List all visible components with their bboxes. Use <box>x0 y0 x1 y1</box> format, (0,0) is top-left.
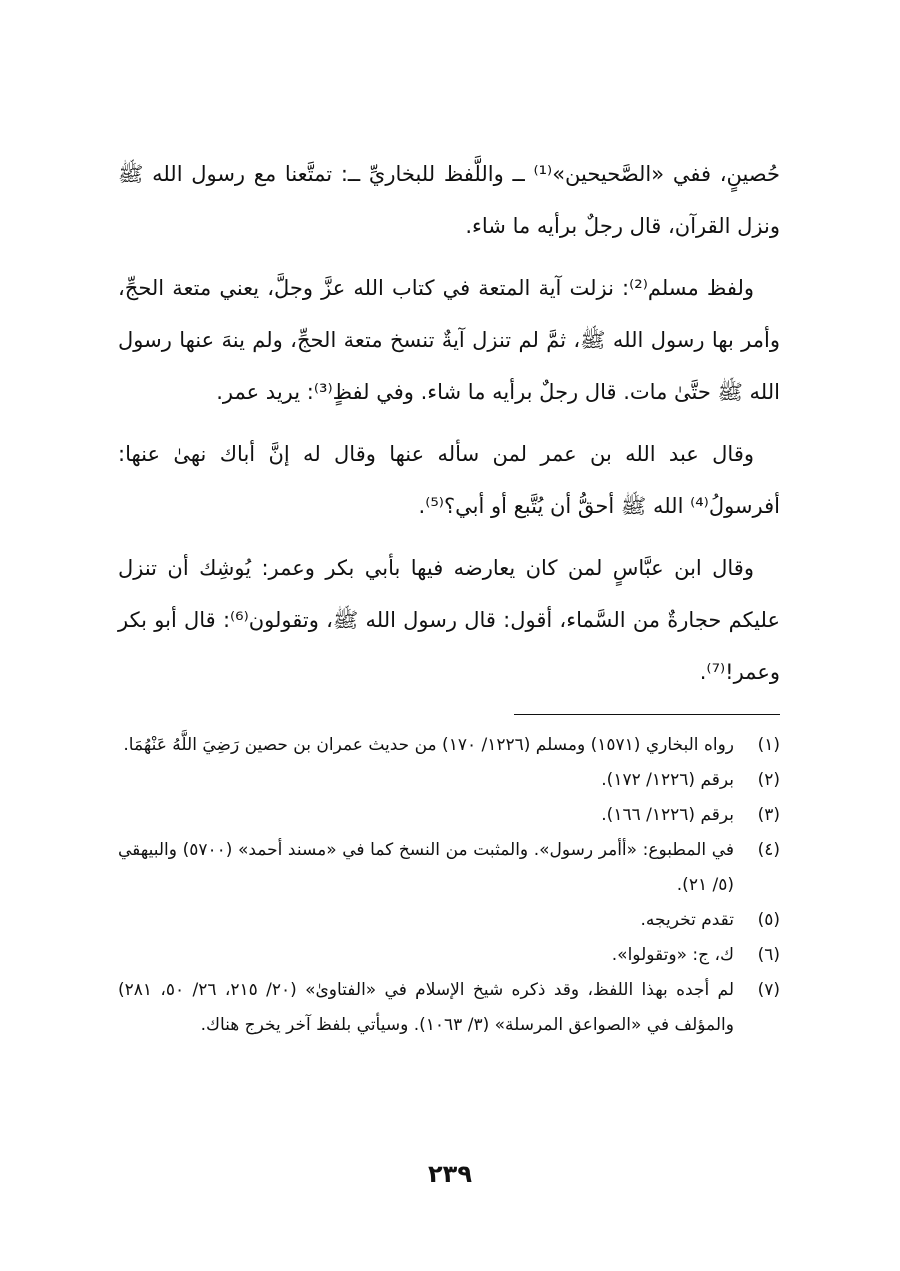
footnote-4 <box>118 833 780 903</box>
footnote-number: (٦) <box>757 945 780 965</box>
footnote-number: (٣) <box>757 805 780 825</box>
paragraph-3: وقال عبد الله بن عمر لمن سأله عنها وقال له إنَّ أباك نهىٰ عنها: أفرسولُ⁽⁴⁾ الله ﷺ أحقُّ أن يُتَّبع أو أبي؟⁽⁵⁾. <box>118 442 780 518</box>
footnote-6 <box>118 938 780 973</box>
footnote-number: (٧) <box>757 980 780 1000</box>
footnotes-list <box>118 728 780 1043</box>
paragraph-2: ولفظ مسلم⁽²⁾: نزلت آية المتعة في كتاب الله عزَّ وجلَّ، يعني متعة الحجِّ، وأمر بها رسول الله ﷺ، ثمَّ لم تنزل آيةٌ تنسخ متعة الحجِّ، ولم ينهَ عنها رسول الله ﷺ حتَّىٰ مات. قال رجلٌ برأيه ما شاء. وفي لفظٍ⁽³⁾: يريد عمر. <box>118 276 780 404</box>
footnote-text: في المطبوع: «أأمر رسول». والمثبت من النسخ كما في «مسند أحمد» (٥٧٠٠) والبيهقي (٥/ ٢١). <box>118 840 734 895</box>
page-number: ٢٣٩ <box>428 1160 472 1188</box>
footnote-2 <box>118 763 780 798</box>
footnote-number: (١) <box>757 735 780 755</box>
footnote-divider <box>514 714 780 715</box>
paragraph-4: وقال ابن عبَّاسٍ لمن كان يعارضه فيها بأبي بكر وعمر: يُوشِك أن تنزل عليكم حجارةٌ من السَّماء، أقول: قال رسول الله ﷺ، وتقولون⁽⁶⁾: قال أبو بكر وعمر!⁽⁷⁾. <box>118 556 780 684</box>
footnote-text: رواه البخاري (١٥٧١) ومسلم (١٢٢٦/ ١٧٠) من حديث عمران بن حصين رَضِيَ اللَّهُ عَنْهُمَا. <box>123 735 734 755</box>
footnote-5 <box>118 903 780 938</box>
footnote-number: (٥) <box>757 910 780 930</box>
footnote-number: (٢) <box>757 770 780 790</box>
footnote-3 <box>118 798 780 833</box>
paragraph-1: حُصينٍ، ففي «الصَّحيحين»⁽¹⁾ ــ واللَّفظ للبخاريِّ ــ: تمتَّعنا مع رسول الله ﷺ ونزل القرآن، قال رجلٌ برأيه ما شاء. <box>118 162 780 238</box>
footnote-7 <box>118 973 780 1043</box>
footnote-text: برقم (١٢٢٦/ ١٦٦). <box>601 805 734 825</box>
footnote-text: لم أجده بهذا اللفظ، وقد ذكره شيخ الإسلام في «الفتاوىٰ» (٢٠/ ٢١٥، ٢٦/ ٥٠، ٢٨١) والمؤلف في «الصواعق المرسلة» (٣/ ١٠٦٣). وسيأتي بلفظ آخر يخرج هناك. <box>118 980 735 1035</box>
footnote-text: برقم (١٢٢٦/ ١٧٢). <box>601 770 734 790</box>
footnote-text: تقدم تخريجه. <box>640 910 734 930</box>
main-text <box>118 148 780 708</box>
footnote-text: ك، ج: «وتقولوا». <box>611 945 734 965</box>
footnote-1 <box>118 728 780 763</box>
footnote-number: (٤) <box>757 840 780 860</box>
